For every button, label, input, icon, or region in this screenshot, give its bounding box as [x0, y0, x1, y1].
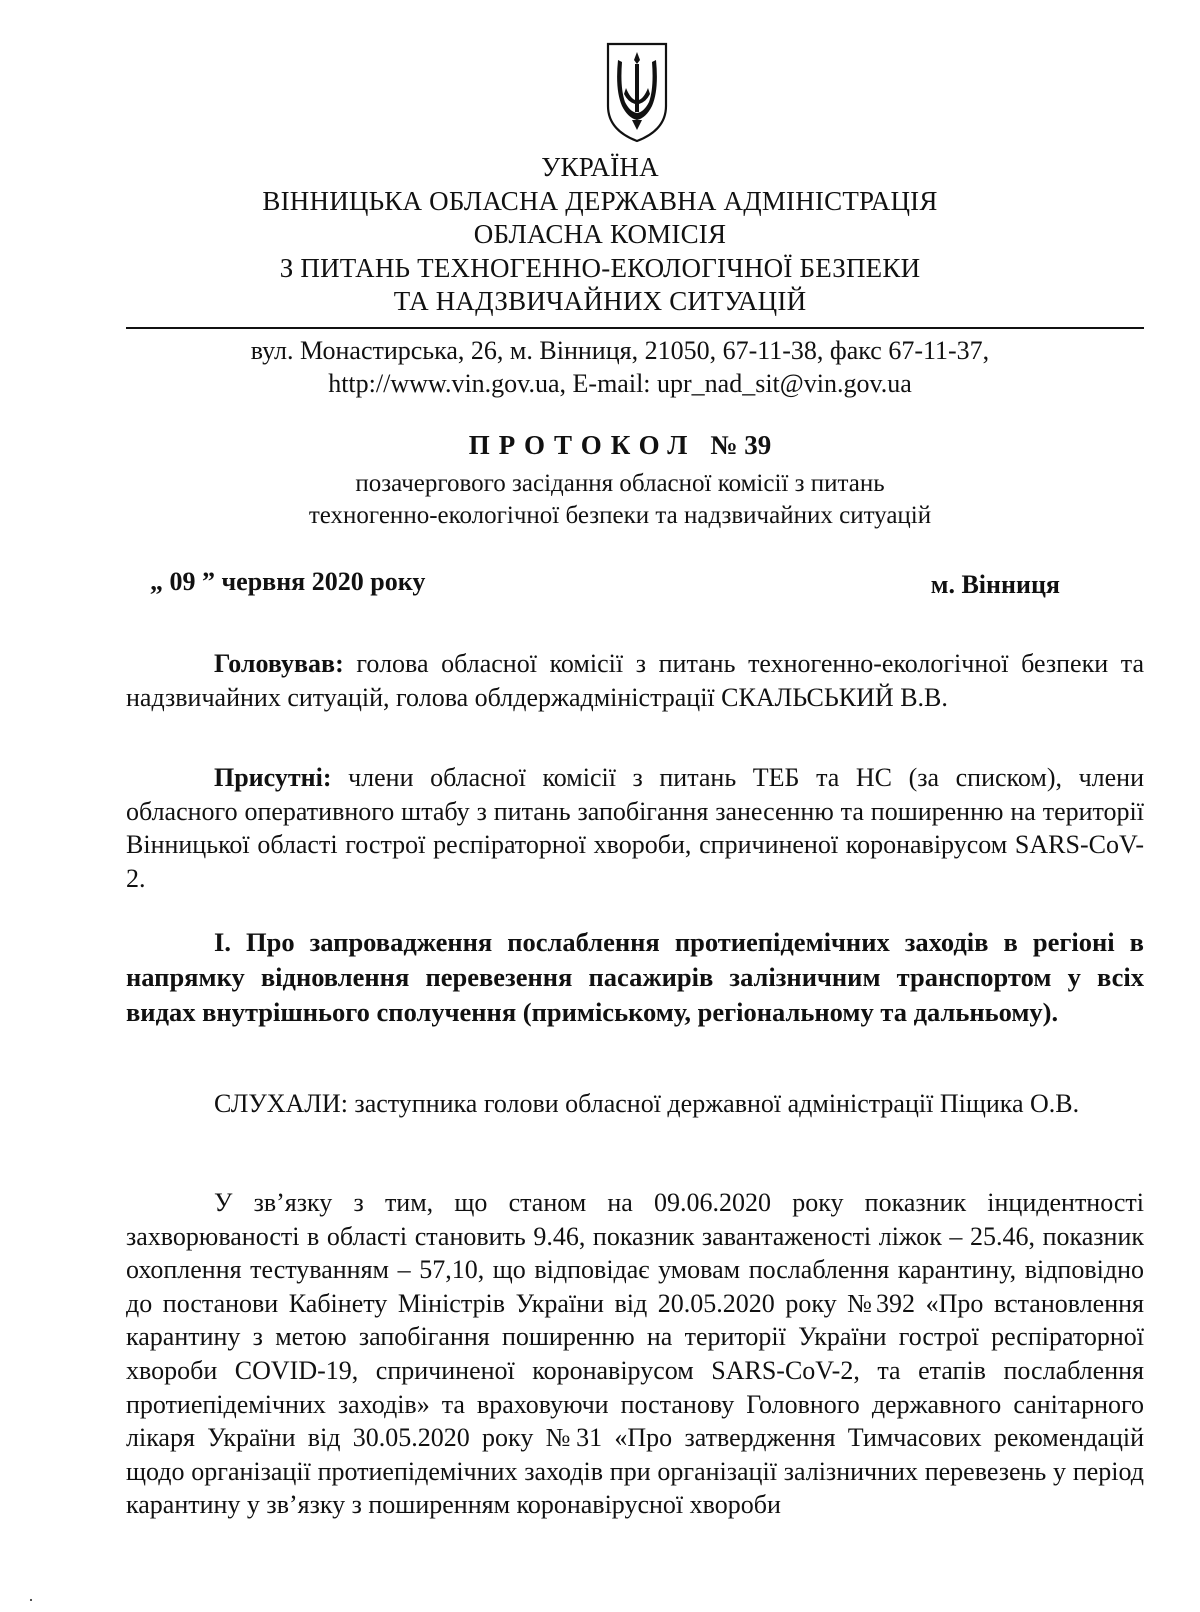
- present-text: члени обласної комісії з питань ТЕБ та НС (за списком), члени обласного оперативного штабу з питань запобігання занесенню та поширенню на території Вінницької області гострої респіраторної хвороби, спричиненої коронавірусом SARS-CoV-2.: [126, 763, 1144, 893]
- heard-paragraph: СЛУХАЛИ: заступника голови обласної державної адміністрації Піщика О.В.: [214, 1089, 1080, 1118]
- chaired-text: голова обласної комісії з питань техногенно-екологічної безпеки та надзвичайних ситуацій, голова облдержадміністрації СКАЛЬСЬКИЙ В.В.: [126, 649, 1144, 712]
- commission-topic-line1: З ПИТАНЬ ТЕХНОГЕННО-ЕКОЛОГІЧНОЇ БЕЗПЕКИ: [279, 253, 921, 283]
- protocol-title: [0, 428, 1200, 462]
- date-location-line: [150, 565, 1060, 599]
- address-line: вул. Монастирська, 26, м. Вінниця, 21050, 67-11-38, факс 67-11-37,: [250, 336, 990, 365]
- contacts-line: http://www.vin.gov.ua, E-mail: upr_nad_sit@vin.gov.ua: [328, 369, 912, 398]
- country-name: УКРАЇНА: [541, 152, 659, 182]
- main-paragraph: У зв’язку з тим, що станом на 09.06.2020 року показник інцидентності захворюваності в області становить 9.46, показник завантаженості ліжок – 25.46, показник охоплення тестуванням – 57,10, що відповідає умовам послаблення карантину, відповідно до постанови Кабінету Міністрів України від 20.05.2020 року №392 «Про встановлення карантину з метою запобігання поширенню на території України гострої респіраторної хвороби COVID-19, спричиненої коронавірусом SARS-CoV-2, та етапів послаблення протиепідемічних заходів» та враховуючи постанову Головного державного санітарного лікаря України від 30.05.2020 року №31 «Про затвердження Тимчасових рекомендацій щодо організації протиепідемічних заходів при організації залізничних перевезень у період карантину у зв’язку з поширенням коронавірусної хвороби: [126, 1188, 1144, 1520]
- present-label: Присутні:: [214, 763, 332, 792]
- protocol-number: № 39: [710, 430, 772, 460]
- trident-emblem-icon: [604, 40, 670, 144]
- margin-mark: ·: [28, 1590, 34, 1610]
- protocol-city: м. Вінниця: [930, 570, 1060, 599]
- present-paragraph: [126, 761, 1144, 895]
- protocol-subtitle-line1: позачергового засідання обласної комісії з питань: [355, 470, 885, 497]
- protocol-subtitle-line2: техногенно-екологічної безпеки та надзвичайних ситуацій: [308, 502, 932, 529]
- protocol-date: „ 09 ” червня 2020 року: [150, 567, 426, 596]
- administration-name: ВІННИЦЬКА ОБЛАСНА ДЕРЖАВНА АДМІНІСТРАЦІЯ: [262, 186, 938, 216]
- chaired-paragraph: [126, 647, 1144, 714]
- chaired-label: Головував:: [214, 649, 344, 678]
- commission-name: ОБЛАСНА КОМІСІЯ: [473, 219, 727, 249]
- section-heading-1: І. Про запровадження послаблення протиепідемічних заходів в регіоні в напрямку відновлення перевезення пасажирів залізничним транспортом у всіх видах внутрішнього сполучення (приміському, регіональному та дальньому).: [126, 927, 1144, 1027]
- protocol-title-word: ПРОТОКОЛ: [468, 430, 697, 460]
- header-divider: [126, 327, 1144, 329]
- commission-topic-line2: ТА НАДЗВИЧАЙНИХ СИТУАЦІЙ: [393, 286, 807, 316]
